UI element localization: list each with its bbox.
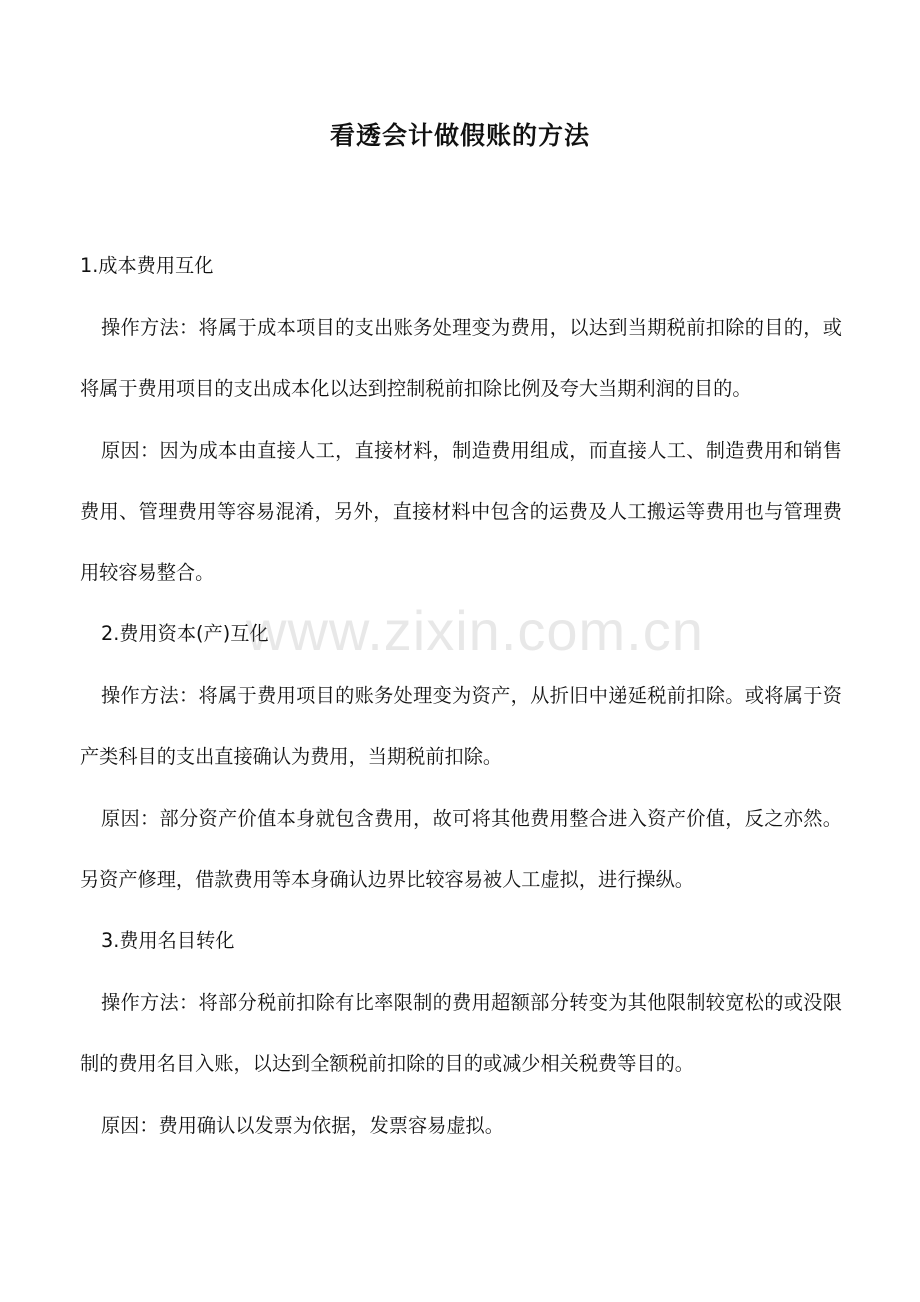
- section-3-method: 操作方法：将部分税前扣除有比率限制的费用超额部分转变为其他限制较宽松的或没限制的费用名目入账，以达到全额税前扣除的目的或减少相关税费等目的。: [80, 991, 842, 1075]
- watermark: www.zixin.com.cn: [246, 599, 704, 662]
- section-2-heading: 2.费用资本(产)互化: [101, 622, 269, 645]
- document-body: [80, 251, 842, 1172]
- section-3-heading: 3.费用名目转化: [101, 929, 235, 952]
- section-2-reason: 原因：部分资产价值本身就包含费用，故可将其他费用整合进入资产价值，反之亦然。另资产修理，借款费用等本身确认边界比较容易被人工虚拟，进行操纵。: [80, 807, 842, 891]
- section-1-reason: 原因：因为成本由直接人工，直接材料，制造费用组成，而直接人工、制造费用和销售费用、管理费用等容易混淆，另外，直接材料中包含的运费及人工搬运等费用也与管理费用较容易整合。: [80, 439, 842, 584]
- section-1-method: 操作方法：将属于成本项目的支出账务处理变为费用，以达到当期税前扣除的目的，或将属于费用项目的支出成本化以达到控制税前扣除比例及夸大当期利润的目的。: [80, 316, 842, 400]
- section-3-reason: 原因：费用确认以发票为依据，发票容易虚拟。: [101, 1114, 504, 1137]
- section-2-method: 操作方法：将属于费用项目的账务处理变为资产，从折旧中递延税前扣除。或将属于资产类科目的支出直接确认为费用，当期税前扣除。: [80, 684, 842, 768]
- document-title: 看透会计做假账的方法: [329, 121, 590, 150]
- section-1-heading: 1.成本费用互化: [80, 254, 214, 277]
